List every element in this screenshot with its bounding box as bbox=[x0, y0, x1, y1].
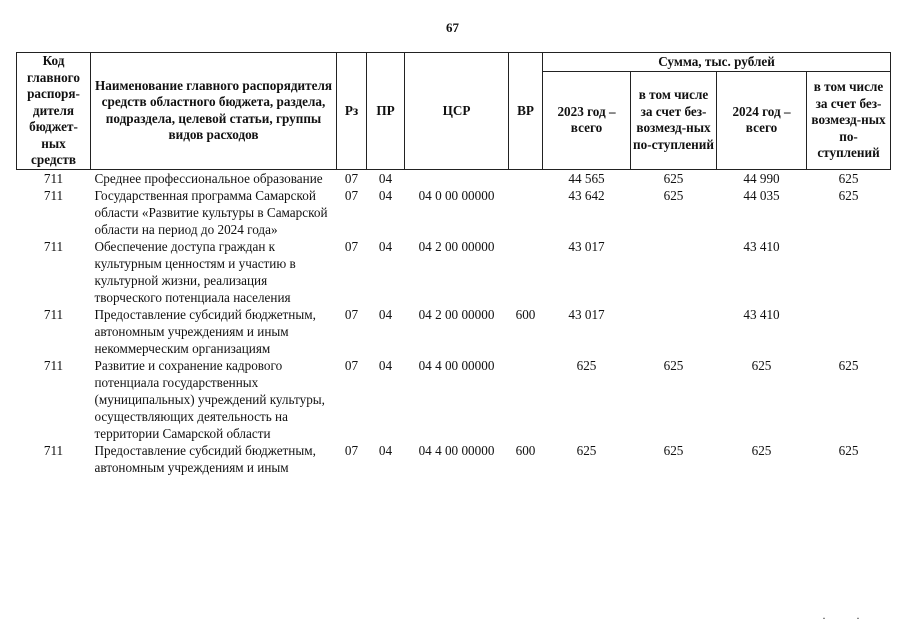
cell-rz: 07 bbox=[344, 238, 359, 254]
table-row bbox=[17, 187, 891, 238]
cell-2023-free: 625 bbox=[663, 187, 684, 203]
cell-2024-free bbox=[807, 306, 891, 357]
cell-2023-free: 625 bbox=[663, 170, 684, 186]
cell-name: Среднее профессиональное образование bbox=[94, 170, 323, 186]
cell-2024-free bbox=[807, 238, 891, 306]
cell-code: 711 bbox=[43, 187, 64, 203]
cell-2023-free: 625 bbox=[663, 357, 684, 373]
cell-code: 711 bbox=[43, 306, 64, 322]
cell-csr: 04 4 00 00000 bbox=[418, 357, 495, 373]
cell-2024-total: 625 bbox=[751, 442, 772, 458]
cell-2023-total: 625 bbox=[576, 357, 597, 373]
cell-name: Предоставление субсидий бюджетным, автономным учреждениям и иным некоммерческим организациям bbox=[94, 306, 316, 356]
cell-name: Развитие и сохранение кадрового потенциала государственных (муниципальных) учреждений культуры, осуществляющих деятельность на территории Самарской области bbox=[94, 357, 325, 441]
cell-csr bbox=[405, 169, 509, 187]
header-rz: Рз bbox=[337, 53, 367, 170]
cell-name: Предоставление субсидий бюджетным, автономным учреждениям и иным bbox=[94, 442, 316, 475]
cell-2023-total: 44 565 bbox=[568, 170, 605, 186]
table-row bbox=[17, 169, 891, 187]
cell-2024-free: 625 bbox=[838, 442, 859, 458]
cell-code: 711 bbox=[43, 442, 64, 458]
cell-2023-free bbox=[631, 306, 717, 357]
cell-name: Обеспечение доступа граждан к культурным ценностям и участию в культурной жизни, реализация творческого потенциала населения bbox=[94, 238, 296, 305]
cell-vr: 600 bbox=[515, 442, 536, 458]
header-csr: ЦСР bbox=[405, 53, 509, 170]
cell-2023-total: 43 017 bbox=[568, 306, 605, 322]
header-2024-total: 2024 год – всего bbox=[717, 72, 807, 170]
header-2023-total: 2023 год – всего bbox=[543, 72, 631, 170]
cell-2024-total: 43 410 bbox=[743, 306, 780, 322]
cell-pr: 04 bbox=[378, 442, 393, 458]
header-name: Наименование главного распорядителя средств областного бюджета, раздела, подраздела, целевой статьи, группы видов расходов bbox=[91, 53, 337, 170]
header-2023-free: в том числе за счет без-возмезд-ных по-ступлений bbox=[631, 72, 717, 170]
cell-2024-free: 625 bbox=[838, 170, 859, 186]
cell-rz: 07 bbox=[344, 187, 359, 203]
cell-2024-total: 44 035 bbox=[743, 187, 780, 203]
header-pr: ПР bbox=[367, 53, 405, 170]
cell-rz: 07 bbox=[344, 170, 359, 186]
budget-table bbox=[16, 52, 891, 476]
cell-pr: 04 bbox=[378, 187, 393, 203]
cell-csr: 04 2 00 00000 bbox=[418, 306, 495, 322]
table-row bbox=[17, 357, 891, 442]
cell-code: 711 bbox=[43, 238, 64, 254]
cell-2023-total: 43 017 bbox=[568, 238, 605, 254]
cell-vr: 600 bbox=[515, 306, 536, 322]
cell-vr bbox=[509, 238, 543, 306]
cell-2024-free: 625 bbox=[838, 357, 859, 373]
cell-vr bbox=[509, 357, 543, 442]
cell-pr: 04 bbox=[378, 238, 393, 254]
cell-pr: 04 bbox=[378, 357, 393, 373]
cell-code: 711 bbox=[43, 357, 64, 373]
cell-2023-free: 625 bbox=[663, 442, 684, 458]
cell-pr: 04 bbox=[378, 170, 393, 186]
cell-2023-total: 43 642 bbox=[568, 187, 605, 203]
cell-rz: 07 bbox=[344, 442, 359, 458]
cell-csr: 04 4 00 00000 bbox=[418, 442, 495, 458]
scan-dots: ·· bbox=[822, 611, 890, 625]
table-row bbox=[17, 442, 891, 476]
cell-code: 711 bbox=[43, 170, 64, 186]
cell-2024-free: 625 bbox=[838, 187, 859, 203]
cell-rz: 07 bbox=[344, 306, 359, 322]
cell-vr bbox=[509, 187, 543, 238]
cell-2024-total: 625 bbox=[751, 357, 772, 373]
header-vr: ВР bbox=[509, 53, 543, 170]
table-row bbox=[17, 238, 891, 306]
cell-2024-total: 44 990 bbox=[743, 170, 780, 186]
cell-2023-total: 625 bbox=[576, 442, 597, 458]
header-2024-free: в том числе за счет без-возмезд-ных по-ступлений bbox=[807, 72, 891, 170]
header-code: Код главного распоря-дителя бюджет-ных средств bbox=[17, 53, 91, 170]
header-row-top bbox=[17, 53, 891, 72]
page-number: 67 bbox=[446, 20, 459, 35]
cell-rz: 07 bbox=[344, 357, 359, 373]
table-row bbox=[17, 306, 891, 357]
table-body bbox=[17, 169, 891, 476]
cell-vr bbox=[509, 169, 543, 187]
cell-name: Государственная программа Самарской области «Развитие культуры в Самарской области на период до 2024 года» bbox=[94, 187, 328, 237]
cell-2024-total: 43 410 bbox=[743, 238, 780, 254]
cell-csr: 04 0 00 00000 bbox=[418, 187, 495, 203]
cell-csr: 04 2 00 00000 bbox=[418, 238, 495, 254]
cell-pr: 04 bbox=[378, 306, 393, 322]
cell-2023-free bbox=[631, 238, 717, 306]
header-sum: Сумма, тыс. рублей bbox=[543, 53, 891, 72]
